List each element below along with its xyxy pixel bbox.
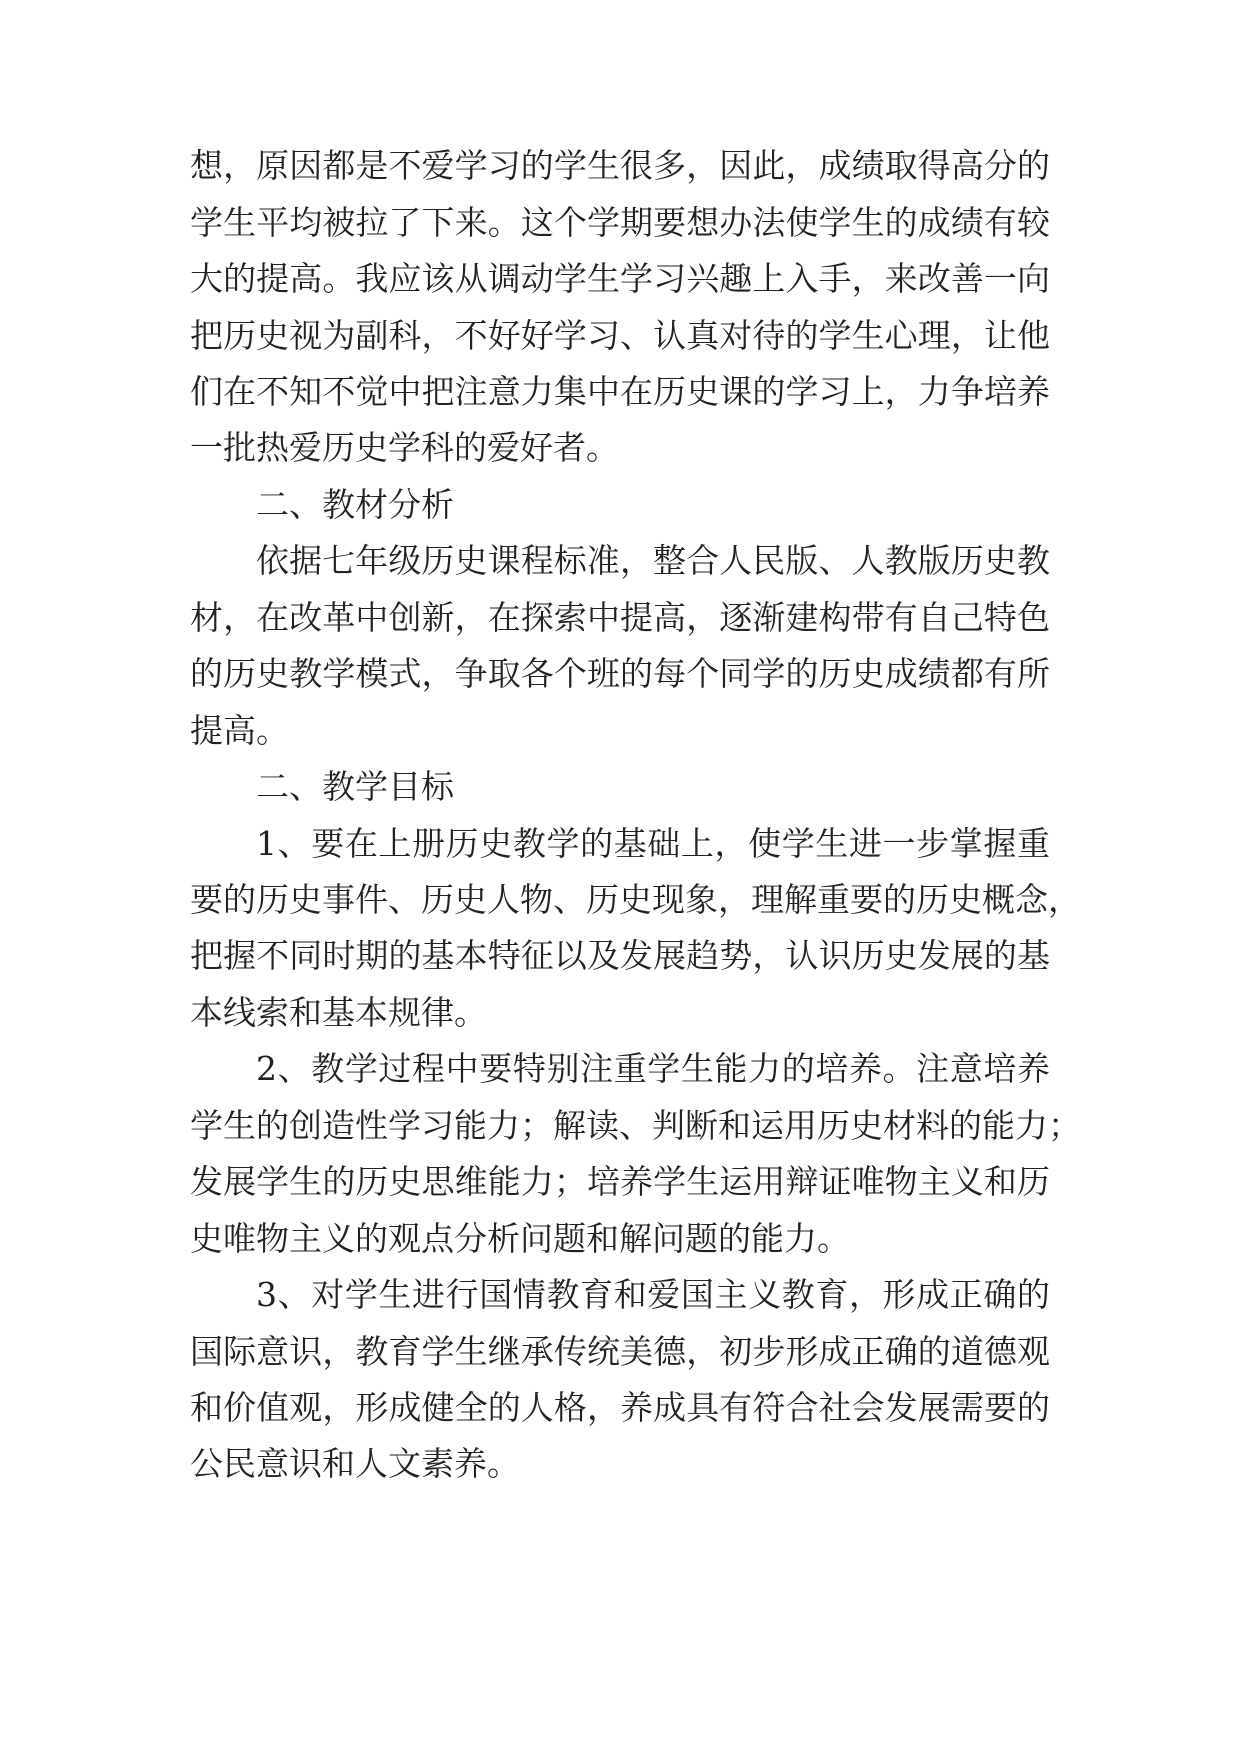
text-line: 史唯物主义的观点分析问题和解问题的能力。 [190, 1219, 850, 1258]
text-line: 要的历史事件、历史人物、历史现象，理解重要的历史概念， [190, 880, 1081, 919]
text-line: 一批热爱历史学科的爱好者。 [190, 428, 619, 467]
text-line: 提高。 [190, 711, 289, 750]
section-heading: 二、教材分析 [256, 485, 454, 524]
text-line: 想，原因都是不爱学习的学生很多，因此，成绩取得高分的 [190, 146, 1050, 185]
text-line: 3、对学生进行国情教育和爱国主义教育，形成正确的 [256, 1275, 1050, 1314]
text-line: 把握不同时期的基本特征以及发展趋势，认识历史发展的基 [190, 936, 1050, 975]
text-line: 材，在改革中创新，在探索中提高，逐渐建构带有自己特色 [190, 598, 1050, 637]
text-line: 本线索和基本规律。 [190, 993, 487, 1032]
text-line: 依据七年级历史课程标准，整合人民版、人教版历史教 [256, 541, 1050, 580]
text-line: 把历史视为副科，不好好学习、认真对待的学生心理，让他 [190, 316, 1050, 355]
text-line: 学生的创造性学习能力；解读、判断和运用历史材料的能力； [190, 1106, 1081, 1145]
text-line: 们在不知不觉中把注意力集中在历史课的学习上，力争培养 [190, 372, 1050, 411]
text-line: 2、教学过程中要特别注重学生能力的培养。注意培养 [256, 1049, 1050, 1088]
text-line: 大的提高。我应该从调动学生学习兴趣上入手，来改善一向 [190, 259, 1050, 298]
text-line: 公民意识和人文素养。 [190, 1444, 520, 1483]
section-heading: 二、教学目标 [256, 767, 454, 806]
text-line: 的历史教学模式，争取各个班的每个同学的历史成绩都有所 [190, 654, 1050, 693]
text-line: 和价值观，形成健全的人格，养成具有符合社会发展需要的 [190, 1388, 1050, 1427]
text-line: 国际意识，教育学生继承传统美德，初步形成正确的道德观 [190, 1332, 1050, 1371]
text-line: 1、要在上册历史教学的基础上，使学生进一步掌握重 [256, 824, 1050, 863]
text-line: 发展学生的历史思维能力；培养学生运用辩证唯物主义和历 [190, 1162, 1050, 1201]
text-line: 学生平均被拉了下来。这个学期要想办法使学生的成绩有较 [190, 203, 1050, 242]
